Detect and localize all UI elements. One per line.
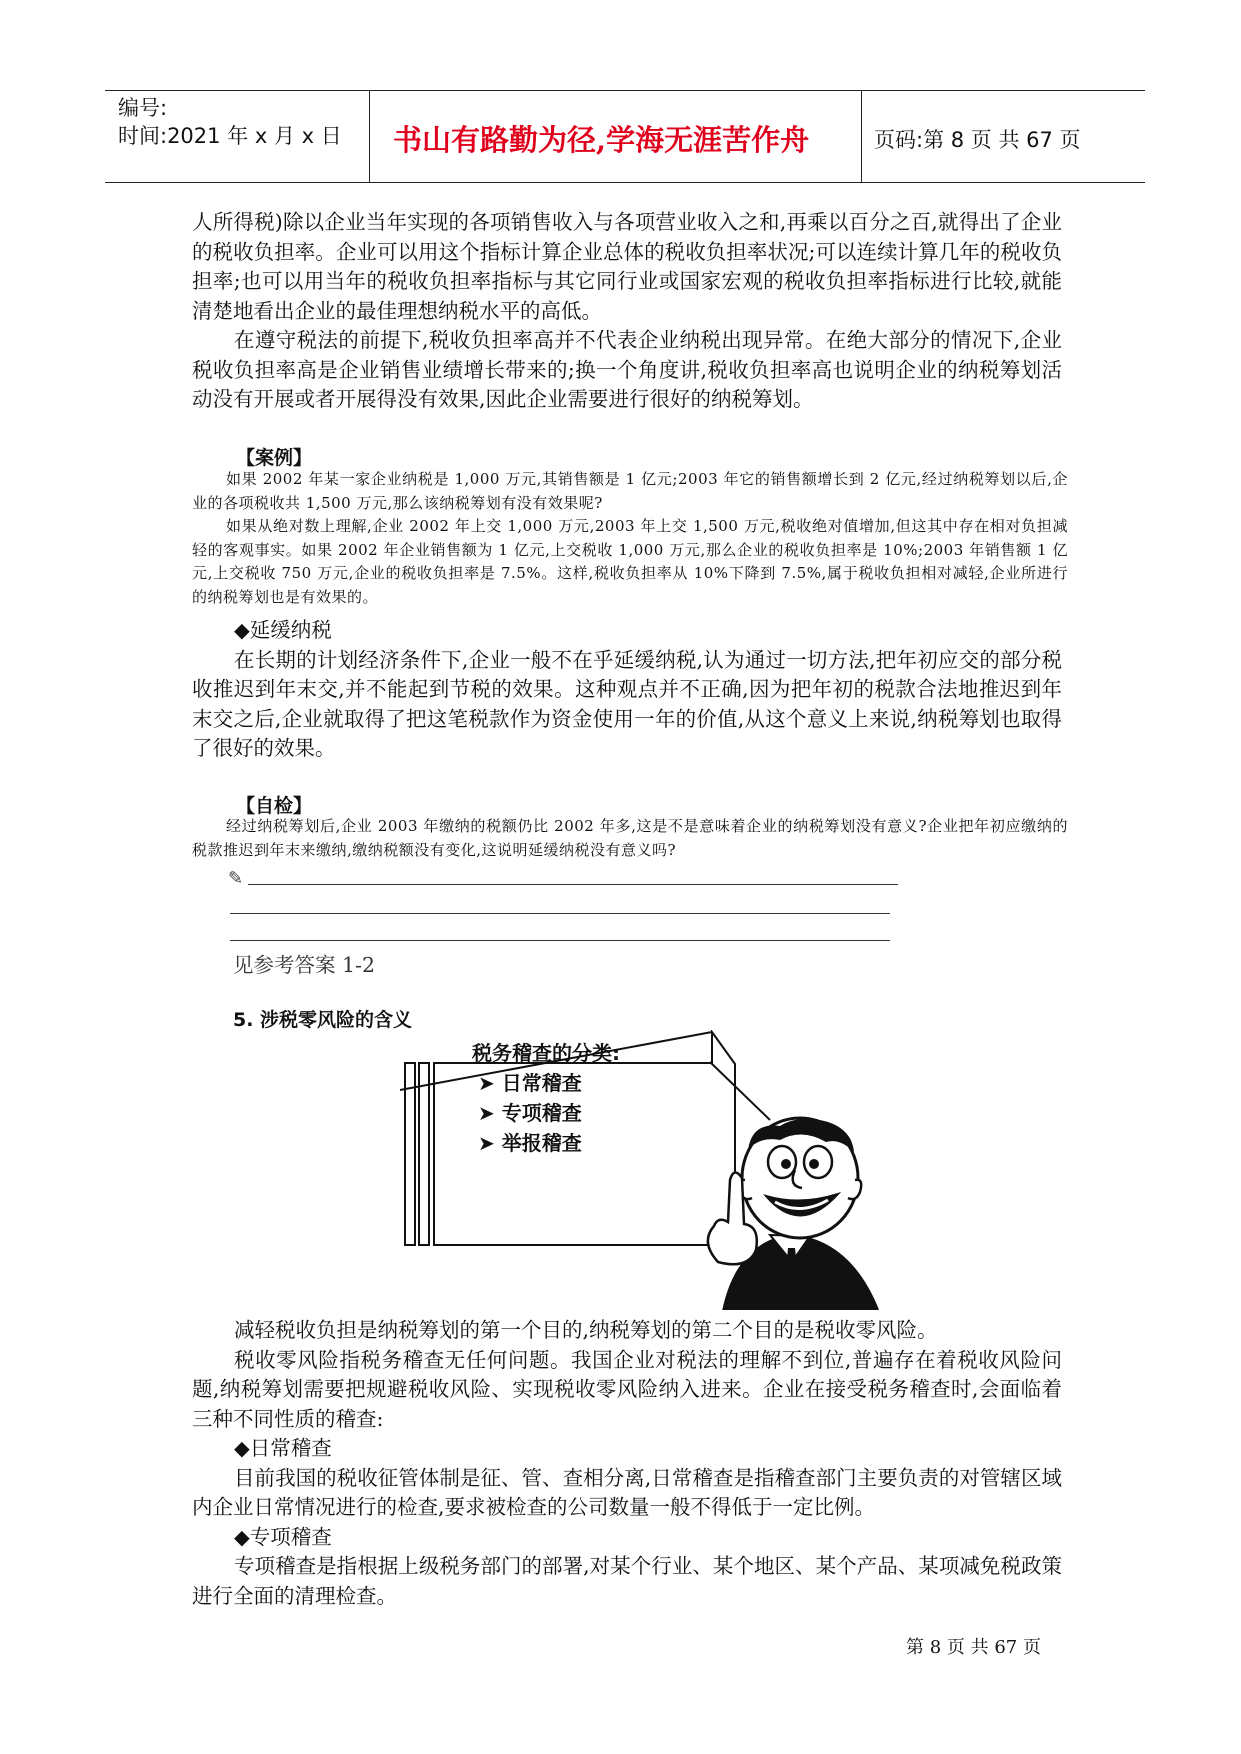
answer-line-1[interactable] (248, 884, 898, 885)
routine-paragraph: 目前我国的税收征管体制是征、管、查相分离,日常稽查是指稽查部门主要负责的对管辖区域内企业日常情况进行的检查,要求被检查的公司数量一般不得低于一定比例。 (192, 1465, 1062, 1519)
body-paragraph-2: 税收零风险指税务稽查无任何问题。我国企业对税法的理解不到位,普遍存在着税收风险问题,纳税筹划需要把规避税收风险、实现税收零风险纳入进来。企业在接受税务稽查时,会面临着三种不同性质的稽查: (192, 1347, 1062, 1431)
routine-heading: ◆日常稽查 (234, 1436, 332, 1460)
special-paragraph: 专项稽查是指根据上级税务部门的部署,对某个行业、某个地区、某个产品、某项减免税政策进行全面的清理检查。 (192, 1554, 1062, 1608)
bubble-title: 税务稽查的分类: (472, 1041, 620, 1065)
special-heading: ◆专项稽查 (234, 1524, 332, 1549)
answer-line-3[interactable] (230, 940, 890, 941)
arrow-bullet-icon: ➤ (478, 1131, 495, 1155)
header-top-rule (105, 90, 1145, 91)
header-motto: 书山有路勤为径,学海无涯苦作舟 (393, 123, 810, 157)
pencil-icon: ✎ (228, 868, 244, 889)
selfcheck-title: 【自检】 (236, 795, 313, 817)
answer-line-2[interactable] (230, 913, 890, 914)
selfcheck-paragraph: 经过纳税筹划后,企业 2003 年缴纳的税额仍比 2002 年多,这是不是意味着企业的纳税筹划没有意义?企业把年初应缴纳的税款推迟到年末来缴纳,缴纳税额没有变化,这说明延缓纳税没有意义吗? (192, 817, 1068, 859)
case-paragraph-1: 如果 2002 年某一家企业纳税是 1,000 万元,其销售额是 1 亿元;2003 年它的销售额增长到 2 亿元,经过纳税筹划以后,企业的各项税收共 1,500 万元,那么该纳税筹划有没有效果呢? (192, 470, 1068, 512)
deferral-heading: ◆延缓纳税 (234, 618, 332, 642)
deferral-section (192, 616, 1062, 764)
case-paragraph-2: 如果从绝对数上理解,企业 2002 年上交 1,000 万元,2003 年上交 1,500 万元,税收绝对值增加,但这其中存在相对负担减轻的客观事实。如果 2002 年企业销售额为 1 亿元,上交税收 1,000 万元,那么企业的税收负担率是 10%;2003 年销售额 1 亿元,上交税收 750 万元,企业的税收负担率是 7.5%。这样,税收负担率从 10%下降到 7.5%,属于税收负担相对减轻,企业所进行的纳税筹划也是有效果的。 (192, 517, 1068, 606)
arrow-bullet-icon: ➤ (478, 1101, 495, 1125)
answer-reference: 见参考答案 1-2 (233, 953, 376, 977)
bubble-item-2 (478, 1098, 620, 1128)
deferral-paragraph: 在长期的计划经济条件下,企业一般不在乎延缓纳税,认为通过一切方法,把年初应交的部分税收推迟到年末交,并不能起到节税的效果。这种观点并不正确,因为把年初的税款合法地推迟到年末交之后,企业就取得了把这笔税款作为资金使用一年的价值,从这个意义上来说,纳税筹划也取得了很好的效果。 (192, 647, 1062, 760)
bubble-item-label: 专项稽查 (501, 1101, 582, 1125)
header-divider-left (369, 90, 370, 182)
intro-paragraph-1: 人所得税)除以企业当年实现的各项销售收入与各项营业收入之和,再乘以百分之百,就得出了企业的税收负担率。企业可以用这个指标计算企业总体的税收负担率状况;可以连续计算几年的税收负担率;也可以用当年的税收负担率指标与其它同行业或国家宏观的税收负担率指标进行比较,就能清楚地看出企业的最佳理想纳税水平的高低。 (192, 210, 1062, 323)
bubble-item-3 (478, 1128, 620, 1158)
header-divider-right (861, 90, 862, 182)
header-page-code: 页码:第 8 页 共 67 页 (874, 128, 1081, 152)
tax-audit-illustration (400, 1030, 900, 1310)
case-title: 【案例】 (236, 447, 313, 469)
selfcheck-body (192, 815, 1068, 862)
intro-section (192, 208, 1062, 415)
page-footer: 第 8 页 共 67 页 (906, 1637, 1041, 1658)
intro-paragraph-2: 在遵守税法的前提下,税收负担率高并不代表企业纳税出现异常。在绝大部分的情况下,企业税收负担率高是企业销售业绩增长带来的;换一个角度讲,税收负担率高也说明企业的纳税筹划活动没有开展或者开展得没有效果,因此企业需要进行很好的纳税筹划。 (192, 328, 1062, 411)
section-5-title: 5. 涉税零风险的含义 (233, 1009, 413, 1031)
body-paragraph-1: 减轻税收负担是纳税筹划的第一个目的,纳税筹划的第二个目的是税收零风险。 (234, 1318, 938, 1342)
body-section (192, 1316, 1062, 1611)
bubble-item-1 (478, 1068, 620, 1098)
bubble-content (472, 1038, 620, 1158)
arrow-bullet-icon: ➤ (478, 1071, 495, 1095)
bubble-item-label: 举报稽查 (501, 1131, 582, 1155)
doc-number-label: 编号: (118, 96, 168, 120)
case-body (192, 468, 1068, 609)
header-bottom-rule (105, 182, 1145, 183)
doc-time-label: 时间:2021 年 x 月 x 日 (118, 124, 342, 148)
bubble-item-label: 日常稽查 (501, 1071, 582, 1095)
